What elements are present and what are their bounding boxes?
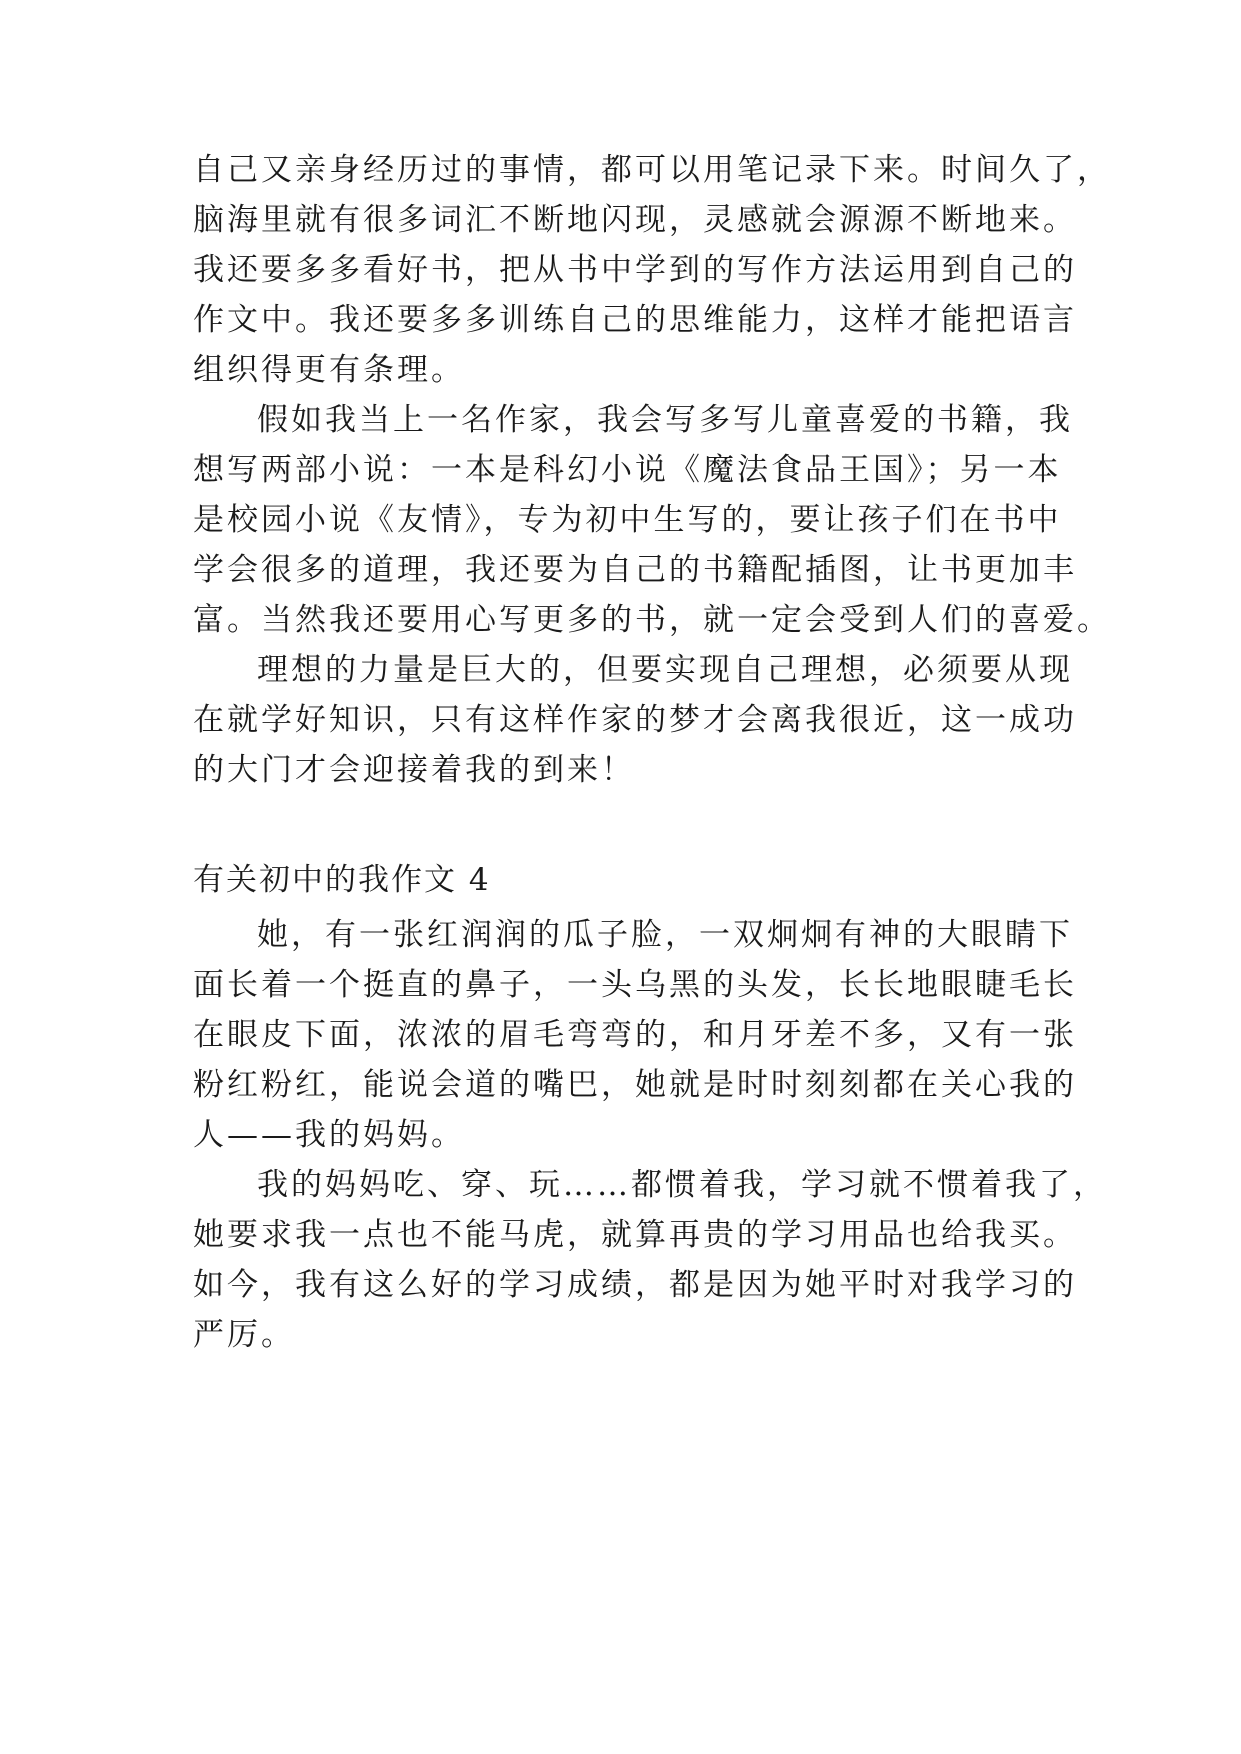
paragraph-line: 富。当然我还要用心写更多的书，就一定会受到人们的喜爱。 — [193, 602, 1111, 638]
paragraph-line: 我的妈妈吃、穿、玩……都惯着我，学习就不惯着我了， — [257, 1167, 1107, 1203]
paragraph-line: 的大门才会迎接着我的到来！ — [193, 752, 635, 788]
paragraph-line: 假如我当上一名作家，我会写多写儿童喜爱的书籍，我 — [257, 402, 1073, 438]
paragraph-line: 作文中。我还要多多训练自己的思维能力，这样才能把语言 — [193, 302, 1077, 338]
paragraph-line: 人——我的妈妈。 — [193, 1117, 465, 1153]
paragraph-line: 我还要多多看好书，把从书中学到的写作方法运用到自己的 — [193, 252, 1077, 288]
paragraph-line: 组织得更有条理。 — [193, 352, 465, 388]
paragraph-line: 是校园小说《友情》，专为初中生写的，要让孩子们在书中 — [193, 502, 1062, 538]
paragraph-line: 在眼皮下面，浓浓的眉毛弯弯的，和月牙差不多，又有一张 — [193, 1017, 1077, 1053]
paragraph-line: 自己又亲身经历过的事情，都可以用笔记录下来。时间久了， — [193, 152, 1111, 188]
paragraph-line: 脑海里就有很多词汇不断地闪现，灵感就会源源不断地来。 — [193, 202, 1077, 238]
paragraph-line: 她要求我一点也不能马虎，就算再贵的学习用品也给我买。 — [193, 1217, 1077, 1253]
paragraph-line: 学会很多的道理，我还要为自己的书籍配插图，让书更加丰 — [193, 552, 1077, 588]
paragraph-line: 在就学好知识，只有这样作家的梦才会离我很近，这一成功 — [193, 702, 1077, 738]
paragraph-line: 想写两部小说：一本是科幻小说《魔法食品王国》；另一本 — [193, 452, 1062, 488]
paragraph-line: 她，有一张红润润的瓜子脸，一双炯炯有神的大眼睛下 — [257, 917, 1073, 953]
paragraph-line: 面长着一个挺直的鼻子，一头乌黑的头发，长长地眼睫毛长 — [193, 967, 1077, 1003]
paragraph-line: 如今，我有这么好的学习成绩，都是因为她平时对我学习的 — [193, 1267, 1077, 1303]
paragraph-line: 严厉。 — [193, 1317, 295, 1353]
paragraph-line: 粉红粉红，能说会道的嘴巴，她就是时时刻刻都在关心我的 — [193, 1067, 1077, 1103]
section-heading: 有关初中的我作文 4 — [193, 862, 491, 898]
paragraph-line: 理想的力量是巨大的，但要实现自己理想，必须要从现 — [257, 652, 1073, 688]
